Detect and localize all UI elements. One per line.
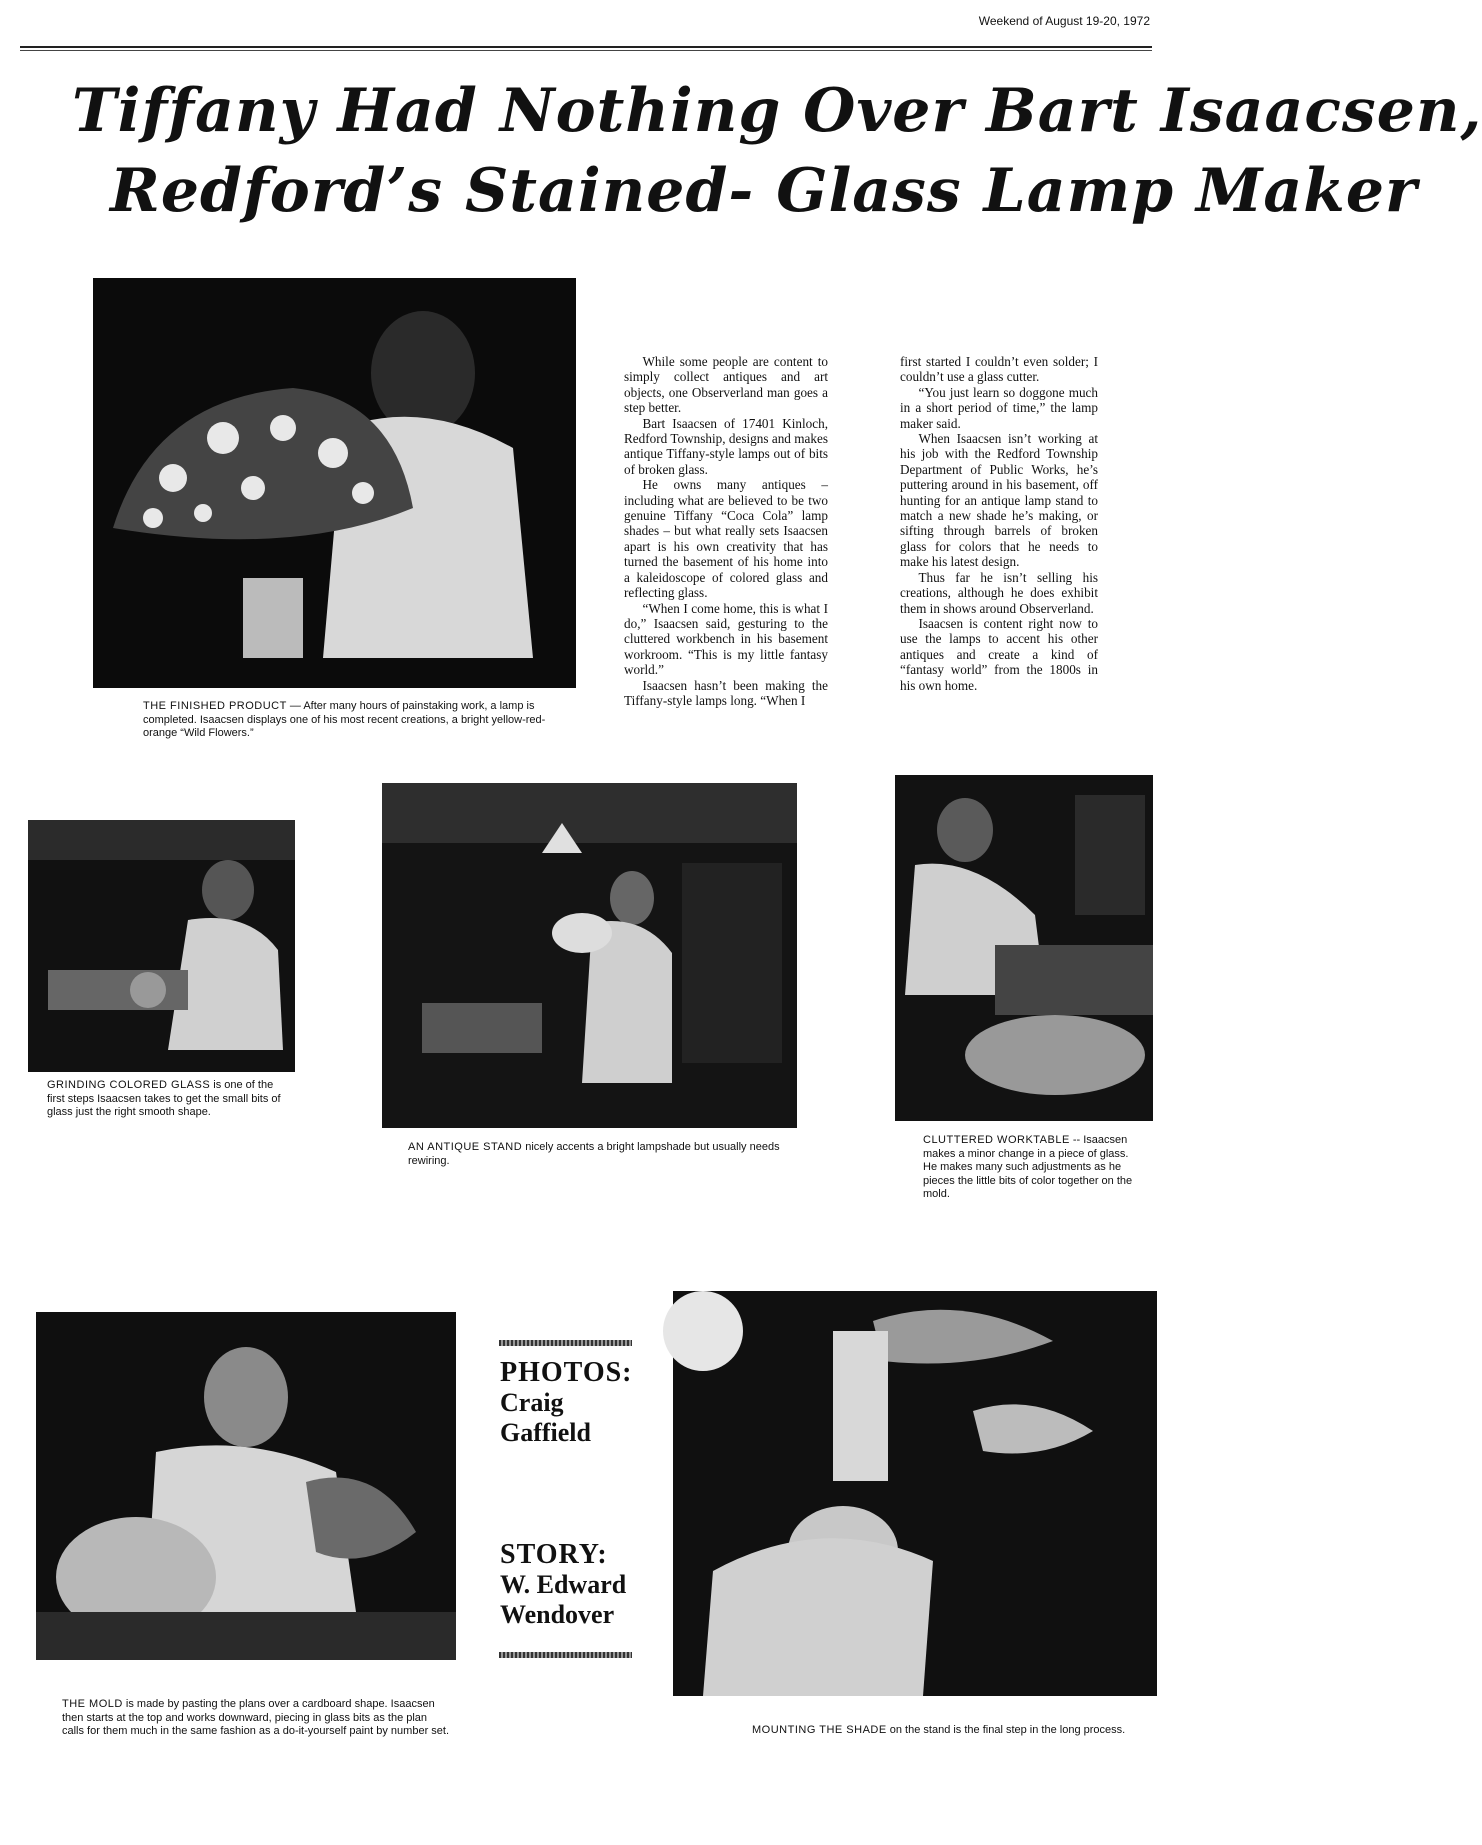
caption-text: on the stand is the final step in the long process. [886, 1724, 1126, 1736]
story-column-1 [624, 354, 828, 708]
caption-grinding [47, 1079, 293, 1120]
story-paragraph: “You just learn so doggone much in a short period of time,” the lamp maker said. [900, 384, 1098, 431]
photos-name: Gaffield [500, 1418, 591, 1447]
masthead-rule [20, 46, 1152, 48]
caption-lead: GRINDING COLORED GLASS [47, 1079, 211, 1091]
caption-lead: THE MOLD [62, 1698, 123, 1710]
photos-label: PHOTOS: [500, 1357, 633, 1388]
photo-the-mold [36, 1312, 456, 1660]
headline-line-2: Redford’s Stained- Glass Lamp Maker [110, 156, 1418, 226]
credits-top-bar [499, 1340, 632, 1346]
story-column-2 [900, 354, 1098, 693]
caption-lead: THE FINISHED PRODUCT [143, 700, 287, 712]
dateline: Weekend of August 19-20, 1972 [978, 14, 1150, 28]
story-paragraph: first started I couldn’t even solder; I couldn’t use a glass cutter. [900, 354, 1098, 385]
credits-photos [500, 1358, 640, 1448]
story-name: W. Edward [500, 1570, 627, 1599]
story-name: Wendover [500, 1600, 615, 1629]
caption-text: is made by pasting the plans over a cardboard shape. Isaacsen then starts at the top and works downward, piecing in glass bits as the plan calls for them much in the same fashion as a do-it-yourself paint by number set. [62, 1698, 450, 1737]
caption-mounting-shade [752, 1724, 1152, 1738]
caption-the-mold [62, 1698, 450, 1739]
credits-bottom-bar [499, 1652, 632, 1658]
caption-text: nicely accents a bright lampshade but usually needs rewiring. [408, 1141, 780, 1167]
caption-text: is one of the first steps Isaacsen takes to get the small bits of glass just the right smooth shape. [47, 1079, 281, 1118]
headline-line-1: Tiffany Had Nothing Over Bart Isaacsen, [72, 76, 1482, 146]
caption-cluttered-worktable [923, 1134, 1142, 1202]
credits-story [500, 1540, 660, 1630]
story-paragraph: Thus far he isn’t selling his creations, although he does exhibit them in shows around Observerland. [900, 569, 1098, 616]
photo-cluttered-worktable [895, 775, 1153, 1121]
photo-mounting-shade [673, 1291, 1157, 1696]
story-label: STORY: [500, 1539, 608, 1570]
story-paragraph: Isaacsen is content right now to use the lamps to accent his other antiques and create a kind of “fantasy world” from the 1800s in his own home. [900, 615, 1098, 693]
photo-antique-stand [382, 783, 797, 1128]
masthead-rule-thin [20, 50, 1152, 51]
story-paragraph: Isaacsen hasn’t been making the Tiffany-style lamps long. “When I [624, 677, 828, 708]
caption-antique-stand [408, 1141, 800, 1168]
story-paragraph: When Isaacsen isn’t working at his job with the Redford Township Department of Public Works, he’s puttering around in his basement, off hunting for an antique lamp stand to match a new shade he’s making, or sifting through barrels of broken glass for colors that he needs to make his latest design. [900, 431, 1098, 570]
caption-text: -- Isaacsen makes a minor change in a piece of glass. He makes many such adjustments as he pieces the little bits of color together on the mold. [923, 1134, 1133, 1200]
photos-name: Craig [500, 1388, 564, 1417]
story-paragraph: He owns many antiques – including what are believed to be two genuine Tiffany “Coca Cola” lamp shades – but what really sets Isaacsen apart is his own creativity that has turned the basement of his home into a kaleidoscope of colored glass and reflecting glass. [624, 477, 828, 601]
story-paragraph: While some people are content to simply collect antiques and art objects, one Observerland man goes a step better. [624, 354, 828, 416]
caption-lead: MOUNTING THE SHADE [752, 1724, 887, 1736]
story-paragraph: Bart Isaacsen of 17401 Kinloch, Redford Township, designs and makes antique Tiffany-style lamps out of bits of broken glass. [624, 415, 828, 477]
caption-lead: CLUTTERED WORKTABLE [923, 1134, 1070, 1146]
photo-finished-lamp [93, 278, 576, 688]
caption-text: — After many hours of painstaking work, a lamp is completed. Isaacsen displays one of his most recent creations, a bright yellow-red-orange “Wild Flowers.” [143, 700, 546, 739]
photo-grinding-glass [28, 820, 295, 1072]
caption-finished-product [143, 700, 563, 741]
caption-lead: AN ANTIQUE STAND [408, 1141, 523, 1153]
story-paragraph: “When I come home, this is what I do,” Isaacsen said, gesturing to the cluttered workbench in his basement workroom. “This is my little fantasy world.” [624, 600, 828, 678]
